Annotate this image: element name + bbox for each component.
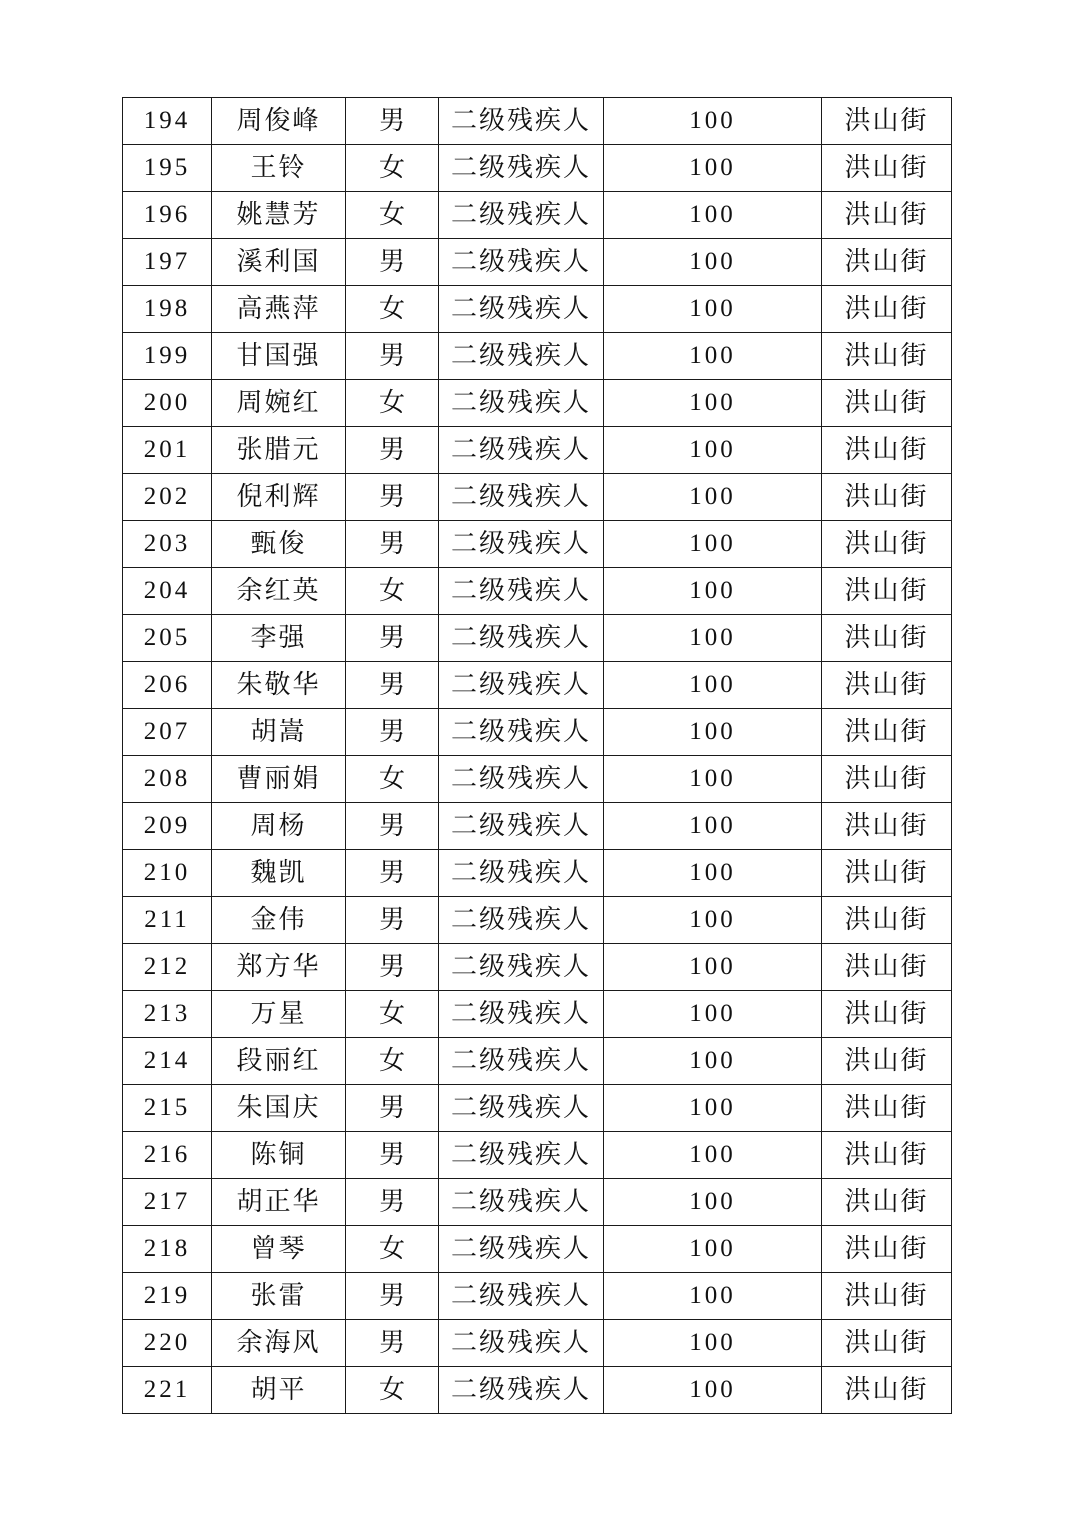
name-cell: 朱敬华 bbox=[212, 662, 346, 709]
disability-level-cell: 二级残疾人 bbox=[439, 521, 604, 568]
amount-cell: 100 bbox=[604, 192, 822, 239]
gender-cell: 男 bbox=[346, 944, 439, 991]
disability-level-cell: 二级残疾人 bbox=[439, 1273, 604, 1320]
table-row bbox=[123, 1320, 952, 1367]
table-row bbox=[123, 615, 952, 662]
table-row bbox=[123, 521, 952, 568]
table-row bbox=[123, 1132, 952, 1179]
disability-level-cell: 二级残疾人 bbox=[439, 1226, 604, 1273]
name-cell: 段丽红 bbox=[212, 1038, 346, 1085]
street-cell: 洪山街 bbox=[822, 1320, 952, 1367]
gender-cell: 女 bbox=[346, 568, 439, 615]
street-cell: 洪山街 bbox=[822, 803, 952, 850]
table-row bbox=[123, 803, 952, 850]
serial-number-cell: 215 bbox=[123, 1085, 212, 1132]
table-row bbox=[123, 662, 952, 709]
serial-number-cell: 213 bbox=[123, 991, 212, 1038]
disability-level-cell: 二级残疾人 bbox=[439, 756, 604, 803]
street-cell: 洪山街 bbox=[822, 850, 952, 897]
serial-number-cell: 214 bbox=[123, 1038, 212, 1085]
disability-level-cell: 二级残疾人 bbox=[439, 145, 604, 192]
name-cell: 余海风 bbox=[212, 1320, 346, 1367]
name-cell: 曾琴 bbox=[212, 1226, 346, 1273]
table-row bbox=[123, 1038, 952, 1085]
amount-cell: 100 bbox=[604, 1132, 822, 1179]
serial-number-cell: 206 bbox=[123, 662, 212, 709]
street-cell: 洪山街 bbox=[822, 615, 952, 662]
gender-cell: 女 bbox=[346, 1367, 439, 1414]
amount-cell: 100 bbox=[604, 944, 822, 991]
name-cell: 万星 bbox=[212, 991, 346, 1038]
amount-cell: 100 bbox=[604, 568, 822, 615]
gender-cell: 男 bbox=[346, 474, 439, 521]
table-row bbox=[123, 427, 952, 474]
serial-number-cell: 209 bbox=[123, 803, 212, 850]
amount-cell: 100 bbox=[604, 1226, 822, 1273]
gender-cell: 男 bbox=[346, 662, 439, 709]
serial-number-cell: 218 bbox=[123, 1226, 212, 1273]
serial-number-cell: 195 bbox=[123, 145, 212, 192]
name-cell: 金伟 bbox=[212, 897, 346, 944]
amount-cell: 100 bbox=[604, 474, 822, 521]
table-row bbox=[123, 756, 952, 803]
gender-cell: 男 bbox=[346, 1320, 439, 1367]
street-cell: 洪山街 bbox=[822, 98, 952, 145]
name-cell: 余红英 bbox=[212, 568, 346, 615]
amount-cell: 100 bbox=[604, 615, 822, 662]
street-cell: 洪山街 bbox=[822, 521, 952, 568]
name-cell: 魏凯 bbox=[212, 850, 346, 897]
name-cell: 胡正华 bbox=[212, 1179, 346, 1226]
serial-number-cell: 219 bbox=[123, 1273, 212, 1320]
table-row bbox=[123, 239, 952, 286]
amount-cell: 100 bbox=[604, 709, 822, 756]
street-cell: 洪山街 bbox=[822, 333, 952, 380]
street-cell: 洪山街 bbox=[822, 568, 952, 615]
serial-number-cell: 201 bbox=[123, 427, 212, 474]
street-cell: 洪山街 bbox=[822, 427, 952, 474]
street-cell: 洪山街 bbox=[822, 1179, 952, 1226]
disability-level-cell: 二级残疾人 bbox=[439, 286, 604, 333]
disability-level-cell: 二级残疾人 bbox=[439, 333, 604, 380]
gender-cell: 男 bbox=[346, 709, 439, 756]
serial-number-cell: 194 bbox=[123, 98, 212, 145]
table-row bbox=[123, 850, 952, 897]
disability-level-cell: 二级残疾人 bbox=[439, 1367, 604, 1414]
name-cell: 张腊元 bbox=[212, 427, 346, 474]
street-cell: 洪山街 bbox=[822, 944, 952, 991]
street-cell: 洪山街 bbox=[822, 145, 952, 192]
street-cell: 洪山街 bbox=[822, 239, 952, 286]
disability-level-cell: 二级残疾人 bbox=[439, 98, 604, 145]
amount-cell: 100 bbox=[604, 1320, 822, 1367]
table-row bbox=[123, 474, 952, 521]
street-cell: 洪山街 bbox=[822, 662, 952, 709]
amount-cell: 100 bbox=[604, 98, 822, 145]
street-cell: 洪山街 bbox=[822, 1132, 952, 1179]
street-cell: 洪山街 bbox=[822, 474, 952, 521]
disability-level-cell: 二级残疾人 bbox=[439, 615, 604, 662]
serial-number-cell: 221 bbox=[123, 1367, 212, 1414]
amount-cell: 100 bbox=[604, 897, 822, 944]
gender-cell: 女 bbox=[346, 756, 439, 803]
disability-level-cell: 二级残疾人 bbox=[439, 1132, 604, 1179]
name-cell: 倪利辉 bbox=[212, 474, 346, 521]
table-row bbox=[123, 568, 952, 615]
serial-number-cell: 203 bbox=[123, 521, 212, 568]
gender-cell: 男 bbox=[346, 897, 439, 944]
street-cell: 洪山街 bbox=[822, 897, 952, 944]
amount-cell: 100 bbox=[604, 333, 822, 380]
amount-cell: 100 bbox=[604, 380, 822, 427]
table-row bbox=[123, 333, 952, 380]
gender-cell: 男 bbox=[346, 239, 439, 286]
amount-cell: 100 bbox=[604, 803, 822, 850]
table-row bbox=[123, 897, 952, 944]
amount-cell: 100 bbox=[604, 1367, 822, 1414]
amount-cell: 100 bbox=[604, 850, 822, 897]
name-cell: 陈铜 bbox=[212, 1132, 346, 1179]
gender-cell: 女 bbox=[346, 286, 439, 333]
disability-level-cell: 二级残疾人 bbox=[439, 991, 604, 1038]
disability-level-cell: 二级残疾人 bbox=[439, 568, 604, 615]
table-row bbox=[123, 709, 952, 756]
street-cell: 洪山街 bbox=[822, 709, 952, 756]
name-cell: 胡平 bbox=[212, 1367, 346, 1414]
disability-level-cell: 二级残疾人 bbox=[439, 1179, 604, 1226]
amount-cell: 100 bbox=[604, 286, 822, 333]
amount-cell: 100 bbox=[604, 662, 822, 709]
disability-level-cell: 二级残疾人 bbox=[439, 897, 604, 944]
amount-cell: 100 bbox=[604, 1038, 822, 1085]
name-cell: 王铃 bbox=[212, 145, 346, 192]
amount-cell: 100 bbox=[604, 521, 822, 568]
gender-cell: 女 bbox=[346, 1038, 439, 1085]
serial-number-cell: 211 bbox=[123, 897, 212, 944]
table-row bbox=[123, 1226, 952, 1273]
table-row bbox=[123, 145, 952, 192]
gender-cell: 男 bbox=[346, 803, 439, 850]
amount-cell: 100 bbox=[604, 239, 822, 286]
disability-level-cell: 二级残疾人 bbox=[439, 427, 604, 474]
name-cell: 李强 bbox=[212, 615, 346, 662]
name-cell: 胡嵩 bbox=[212, 709, 346, 756]
roster-table bbox=[122, 97, 952, 1414]
amount-cell: 100 bbox=[604, 1085, 822, 1132]
table-row bbox=[123, 1085, 952, 1132]
street-cell: 洪山街 bbox=[822, 991, 952, 1038]
gender-cell: 男 bbox=[346, 427, 439, 474]
table-row bbox=[123, 286, 952, 333]
serial-number-cell: 216 bbox=[123, 1132, 212, 1179]
name-cell: 张雷 bbox=[212, 1273, 346, 1320]
street-cell: 洪山街 bbox=[822, 756, 952, 803]
gender-cell: 男 bbox=[346, 1085, 439, 1132]
amount-cell: 100 bbox=[604, 991, 822, 1038]
serial-number-cell: 220 bbox=[123, 1320, 212, 1367]
amount-cell: 100 bbox=[604, 1273, 822, 1320]
serial-number-cell: 217 bbox=[123, 1179, 212, 1226]
serial-number-cell: 208 bbox=[123, 756, 212, 803]
name-cell: 周俊峰 bbox=[212, 98, 346, 145]
table-row bbox=[123, 1179, 952, 1226]
disability-level-cell: 二级残疾人 bbox=[439, 239, 604, 286]
name-cell: 曹丽娟 bbox=[212, 756, 346, 803]
disability-level-cell: 二级残疾人 bbox=[439, 1085, 604, 1132]
name-cell: 郑方华 bbox=[212, 944, 346, 991]
gender-cell: 男 bbox=[346, 521, 439, 568]
gender-cell: 女 bbox=[346, 145, 439, 192]
disability-level-cell: 二级残疾人 bbox=[439, 803, 604, 850]
street-cell: 洪山街 bbox=[822, 1226, 952, 1273]
disability-level-cell: 二级残疾人 bbox=[439, 474, 604, 521]
street-cell: 洪山街 bbox=[822, 1273, 952, 1320]
street-cell: 洪山街 bbox=[822, 1085, 952, 1132]
serial-number-cell: 200 bbox=[123, 380, 212, 427]
roster-table-body bbox=[123, 98, 952, 1414]
disability-level-cell: 二级残疾人 bbox=[439, 1038, 604, 1085]
name-cell: 甄俊 bbox=[212, 521, 346, 568]
table-row bbox=[123, 98, 952, 145]
street-cell: 洪山街 bbox=[822, 192, 952, 239]
serial-number-cell: 202 bbox=[123, 474, 212, 521]
name-cell: 周杨 bbox=[212, 803, 346, 850]
gender-cell: 男 bbox=[346, 615, 439, 662]
serial-number-cell: 196 bbox=[123, 192, 212, 239]
gender-cell: 女 bbox=[346, 1226, 439, 1273]
serial-number-cell: 198 bbox=[123, 286, 212, 333]
table-row bbox=[123, 1273, 952, 1320]
table-row bbox=[123, 192, 952, 239]
disability-level-cell: 二级残疾人 bbox=[439, 944, 604, 991]
name-cell: 高燕萍 bbox=[212, 286, 346, 333]
table-row bbox=[123, 1367, 952, 1414]
serial-number-cell: 199 bbox=[123, 333, 212, 380]
street-cell: 洪山街 bbox=[822, 1367, 952, 1414]
serial-number-cell: 207 bbox=[123, 709, 212, 756]
street-cell: 洪山街 bbox=[822, 1038, 952, 1085]
disability-level-cell: 二级残疾人 bbox=[439, 709, 604, 756]
amount-cell: 100 bbox=[604, 1179, 822, 1226]
gender-cell: 男 bbox=[346, 1132, 439, 1179]
name-cell: 姚慧芳 bbox=[212, 192, 346, 239]
street-cell: 洪山街 bbox=[822, 380, 952, 427]
gender-cell: 男 bbox=[346, 98, 439, 145]
name-cell: 甘国强 bbox=[212, 333, 346, 380]
gender-cell: 女 bbox=[346, 192, 439, 239]
street-cell: 洪山街 bbox=[822, 286, 952, 333]
gender-cell: 女 bbox=[346, 380, 439, 427]
serial-number-cell: 204 bbox=[123, 568, 212, 615]
table-row bbox=[123, 380, 952, 427]
disability-level-cell: 二级残疾人 bbox=[439, 1320, 604, 1367]
serial-number-cell: 197 bbox=[123, 239, 212, 286]
name-cell: 溪利国 bbox=[212, 239, 346, 286]
gender-cell: 男 bbox=[346, 1273, 439, 1320]
disability-level-cell: 二级残疾人 bbox=[439, 380, 604, 427]
name-cell: 朱国庆 bbox=[212, 1085, 346, 1132]
serial-number-cell: 210 bbox=[123, 850, 212, 897]
gender-cell: 男 bbox=[346, 850, 439, 897]
amount-cell: 100 bbox=[604, 145, 822, 192]
table-row bbox=[123, 944, 952, 991]
gender-cell: 男 bbox=[346, 1179, 439, 1226]
disability-level-cell: 二级残疾人 bbox=[439, 850, 604, 897]
serial-number-cell: 205 bbox=[123, 615, 212, 662]
gender-cell: 男 bbox=[346, 333, 439, 380]
disability-level-cell: 二级残疾人 bbox=[439, 192, 604, 239]
amount-cell: 100 bbox=[604, 427, 822, 474]
name-cell: 周婉红 bbox=[212, 380, 346, 427]
disability-level-cell: 二级残疾人 bbox=[439, 662, 604, 709]
amount-cell: 100 bbox=[604, 756, 822, 803]
table-row bbox=[123, 991, 952, 1038]
serial-number-cell: 212 bbox=[123, 944, 212, 991]
gender-cell: 女 bbox=[346, 991, 439, 1038]
